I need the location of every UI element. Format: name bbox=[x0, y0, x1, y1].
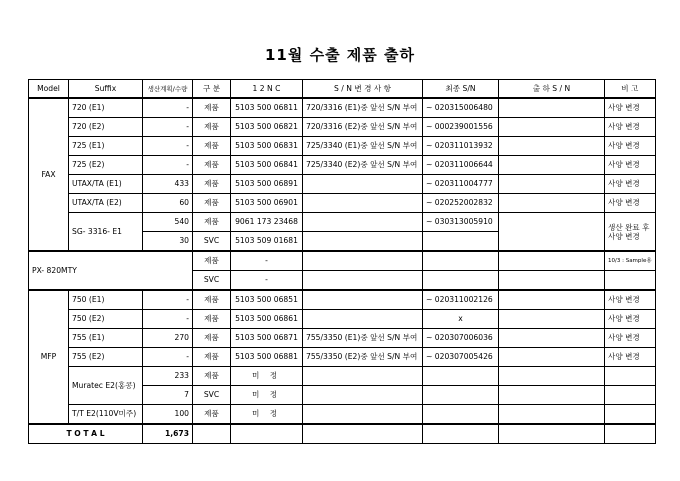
nc-cell: 5103 500 06811 bbox=[231, 98, 303, 118]
suffix-cell: 725 (E2) bbox=[69, 156, 143, 175]
category-cell: 제품 bbox=[193, 137, 231, 156]
nc-cell: 미 정 bbox=[231, 386, 303, 405]
table-row bbox=[29, 118, 656, 137]
change-cell bbox=[303, 367, 423, 386]
change-cell: 725/3340 (E1)중 앞선 S/N 부여 bbox=[303, 137, 423, 156]
table-row bbox=[29, 405, 656, 425]
qty-cell: - bbox=[143, 348, 193, 367]
nc-cell: 5103 500 06821 bbox=[231, 118, 303, 137]
nc-cell: 5103 500 06831 bbox=[231, 137, 303, 156]
final-sn-cell: ~ 000239001556 bbox=[423, 118, 499, 137]
qty-cell: 233 bbox=[143, 367, 193, 386]
page-title: 11월 수출 제품 출하 bbox=[265, 46, 415, 64]
ship-sn-cell bbox=[499, 367, 605, 386]
qty-cell: 60 bbox=[143, 194, 193, 213]
ship-sn-cell bbox=[499, 194, 605, 213]
change-cell bbox=[303, 213, 423, 232]
model-cell-px: PX- 820MTY bbox=[29, 251, 193, 290]
ship-sn-cell bbox=[499, 329, 605, 348]
nc-cell: - bbox=[231, 271, 303, 291]
qty-cell: - bbox=[143, 156, 193, 175]
change-cell bbox=[303, 290, 423, 310]
qty-cell: 30 bbox=[143, 232, 193, 252]
table-row bbox=[29, 310, 656, 329]
table-row bbox=[29, 348, 656, 367]
table-row bbox=[29, 367, 656, 386]
table-row bbox=[29, 329, 656, 348]
table-row bbox=[29, 98, 656, 118]
final-sn-cell: ~ 020315006480 bbox=[423, 98, 499, 118]
change-cell: 755/3350 (E1)중 앞선 S/N 부여 bbox=[303, 329, 423, 348]
final-sn-cell: ~ 020311002126 bbox=[423, 290, 499, 310]
remark-cell bbox=[605, 405, 656, 425]
suffix-cell: 720 (E1) bbox=[69, 98, 143, 118]
remark-cell: 생산 완료 후 사양 변경 bbox=[605, 213, 656, 252]
final-sn-cell bbox=[423, 386, 499, 405]
remark-cell bbox=[605, 271, 656, 291]
table-row bbox=[29, 175, 656, 194]
change-cell bbox=[303, 194, 423, 213]
ship-sn-cell bbox=[499, 98, 605, 118]
change-cell bbox=[303, 251, 423, 271]
remark-cell: 사양 변경 bbox=[605, 290, 656, 310]
category-cell: 제품 bbox=[193, 194, 231, 213]
nc-cell: 5103 500 06851 bbox=[231, 290, 303, 310]
table-row bbox=[29, 290, 656, 310]
col-12nc: 1 2 N C bbox=[231, 80, 303, 99]
col-ship-sn: 출 하 S / N bbox=[499, 80, 605, 99]
category-cell: 제품 bbox=[193, 156, 231, 175]
category-cell: 제품 bbox=[193, 348, 231, 367]
ship-sn-cell bbox=[499, 348, 605, 367]
ship-sn-cell bbox=[499, 118, 605, 137]
change-cell: 720/3316 (E2)중 앞선 S/N 부여 bbox=[303, 118, 423, 137]
change-cell bbox=[303, 386, 423, 405]
change-cell bbox=[303, 232, 423, 252]
qty-cell: 540 bbox=[143, 213, 193, 232]
remark-cell: 사양 변경 bbox=[605, 310, 656, 329]
col-sn-change: S / N 변 경 사 항 bbox=[303, 80, 423, 99]
category-cell: 제품 bbox=[193, 367, 231, 386]
change-cell bbox=[303, 405, 423, 425]
suffix-cell: 720 (E2) bbox=[69, 118, 143, 137]
remark-cell: 사양 변경 bbox=[605, 156, 656, 175]
change-cell bbox=[303, 271, 423, 291]
col-remarks: 비 고 bbox=[605, 80, 656, 99]
qty-cell: 433 bbox=[143, 175, 193, 194]
qty-cell: - bbox=[143, 118, 193, 137]
suffix-cell: 750 (E1) bbox=[69, 290, 143, 310]
suffix-cell: 755 (E1) bbox=[69, 329, 143, 348]
remark-cell: 사양 변경 bbox=[605, 194, 656, 213]
ship-sn-cell bbox=[499, 386, 605, 405]
nc-cell: 5103 500 06901 bbox=[231, 194, 303, 213]
nc-cell: 5103 509 01681 bbox=[231, 232, 303, 252]
final-sn-cell: x bbox=[423, 310, 499, 329]
qty-cell: - bbox=[143, 98, 193, 118]
suffix-cell: 755 (E2) bbox=[69, 348, 143, 367]
final-sn-cell bbox=[423, 251, 499, 271]
qty-cell: 7 bbox=[143, 386, 193, 405]
total-row bbox=[29, 424, 656, 444]
final-sn-cell: ~ 020311013932 bbox=[423, 137, 499, 156]
ship-sn-cell bbox=[499, 290, 605, 310]
suffix-cell: T/T E2(110V미주) bbox=[69, 405, 143, 425]
nc-cell: 9061 173 23468 bbox=[231, 213, 303, 232]
category-cell: SVC bbox=[193, 386, 231, 405]
suffix-cell: Muratec E2(홍콩) bbox=[69, 367, 143, 405]
category-cell: 제품 bbox=[193, 175, 231, 194]
table-row bbox=[29, 213, 656, 232]
final-sn-cell: ~ 020307005426 bbox=[423, 348, 499, 367]
ship-sn-cell bbox=[499, 405, 605, 425]
change-cell: 755/3350 (E2)중 앞선 S/N 부여 bbox=[303, 348, 423, 367]
header-row bbox=[29, 80, 656, 99]
col-model: Model bbox=[29, 80, 69, 99]
shipment-table bbox=[28, 79, 656, 444]
category-cell: SVC bbox=[193, 232, 231, 252]
change-cell bbox=[303, 310, 423, 329]
suffix-cell: UTAX/TA (E1) bbox=[69, 175, 143, 194]
remark-cell: 사양 변경 bbox=[605, 175, 656, 194]
nc-cell: 미 정 bbox=[231, 405, 303, 425]
remark-cell bbox=[605, 367, 656, 386]
category-cell: 제품 bbox=[193, 98, 231, 118]
remark-cell: 사양 변경 bbox=[605, 137, 656, 156]
total-label: T O T A L bbox=[29, 424, 143, 444]
final-sn-cell bbox=[423, 367, 499, 386]
nc-cell: 5103 500 06861 bbox=[231, 310, 303, 329]
category-cell: 제품 bbox=[193, 251, 231, 271]
total-value: 1,673 bbox=[143, 424, 193, 444]
col-final-sn: 최종 S/N bbox=[423, 80, 499, 99]
ship-sn-cell bbox=[499, 271, 605, 291]
col-suffix: Suffix bbox=[69, 80, 143, 99]
final-sn-cell: ~ 020252002832 bbox=[423, 194, 499, 213]
ship-sn-cell bbox=[499, 251, 605, 271]
category-cell: 제품 bbox=[193, 118, 231, 137]
final-sn-cell bbox=[423, 271, 499, 291]
suffix-cell: 750 (E2) bbox=[69, 310, 143, 329]
qty-cell: 270 bbox=[143, 329, 193, 348]
category-cell: 제품 bbox=[193, 290, 231, 310]
suffix-cell: SG- 3316- E1 bbox=[69, 213, 143, 252]
remark-cell: 10/3 : Sample용 bbox=[605, 251, 656, 271]
ship-sn-cell bbox=[499, 213, 605, 252]
remark-cell: 사양 변경 bbox=[605, 118, 656, 137]
nc-cell: - bbox=[231, 251, 303, 271]
table-row bbox=[29, 251, 656, 271]
qty-cell: - bbox=[143, 310, 193, 329]
qty-cell: 100 bbox=[143, 405, 193, 425]
final-sn-cell: ~ 020307006036 bbox=[423, 329, 499, 348]
nc-cell: 5103 500 06871 bbox=[231, 329, 303, 348]
change-cell: 725/3340 (E2)중 앞선 S/N 부여 bbox=[303, 156, 423, 175]
qty-cell: - bbox=[143, 290, 193, 310]
model-cell-mfp: MFP bbox=[29, 290, 69, 424]
ship-sn-cell bbox=[499, 156, 605, 175]
remark-cell: 사양 변경 bbox=[605, 329, 656, 348]
final-sn-cell: ~ 020311006644 bbox=[423, 156, 499, 175]
category-cell: 제품 bbox=[193, 329, 231, 348]
category-cell: 제품 bbox=[193, 405, 231, 425]
table-row bbox=[29, 156, 656, 175]
remark-cell: 사양 변경 bbox=[605, 98, 656, 118]
final-sn-cell bbox=[423, 405, 499, 425]
category-cell: SVC bbox=[193, 271, 231, 291]
ship-sn-cell bbox=[499, 310, 605, 329]
suffix-cell: 725 (E1) bbox=[69, 137, 143, 156]
nc-cell: 미 정 bbox=[231, 367, 303, 386]
nc-cell: 5103 500 06881 bbox=[231, 348, 303, 367]
qty-cell: - bbox=[143, 137, 193, 156]
category-cell: 제품 bbox=[193, 310, 231, 329]
table-row bbox=[29, 137, 656, 156]
nc-cell: 5103 500 06841 bbox=[231, 156, 303, 175]
final-sn-cell bbox=[423, 232, 499, 252]
ship-sn-cell bbox=[499, 137, 605, 156]
ship-sn-cell bbox=[499, 175, 605, 194]
change-cell: 720/3316 (E1)중 앞선 S/N 부여 bbox=[303, 98, 423, 118]
table-row bbox=[29, 194, 656, 213]
col-category: 구 분 bbox=[193, 80, 231, 99]
suffix-cell: UTAX/TA (E2) bbox=[69, 194, 143, 213]
model-cell-fax: FAX bbox=[29, 98, 69, 251]
nc-cell: 5103 500 06891 bbox=[231, 175, 303, 194]
remark-cell: 사양 변경 bbox=[605, 348, 656, 367]
change-cell bbox=[303, 175, 423, 194]
final-sn-cell: ~ 030313005910 bbox=[423, 213, 499, 232]
final-sn-cell: ~ 020311004777 bbox=[423, 175, 499, 194]
category-cell: 제품 bbox=[193, 213, 231, 232]
col-plan-qty: 생산계획/수량 bbox=[143, 80, 193, 99]
remark-cell bbox=[605, 386, 656, 405]
